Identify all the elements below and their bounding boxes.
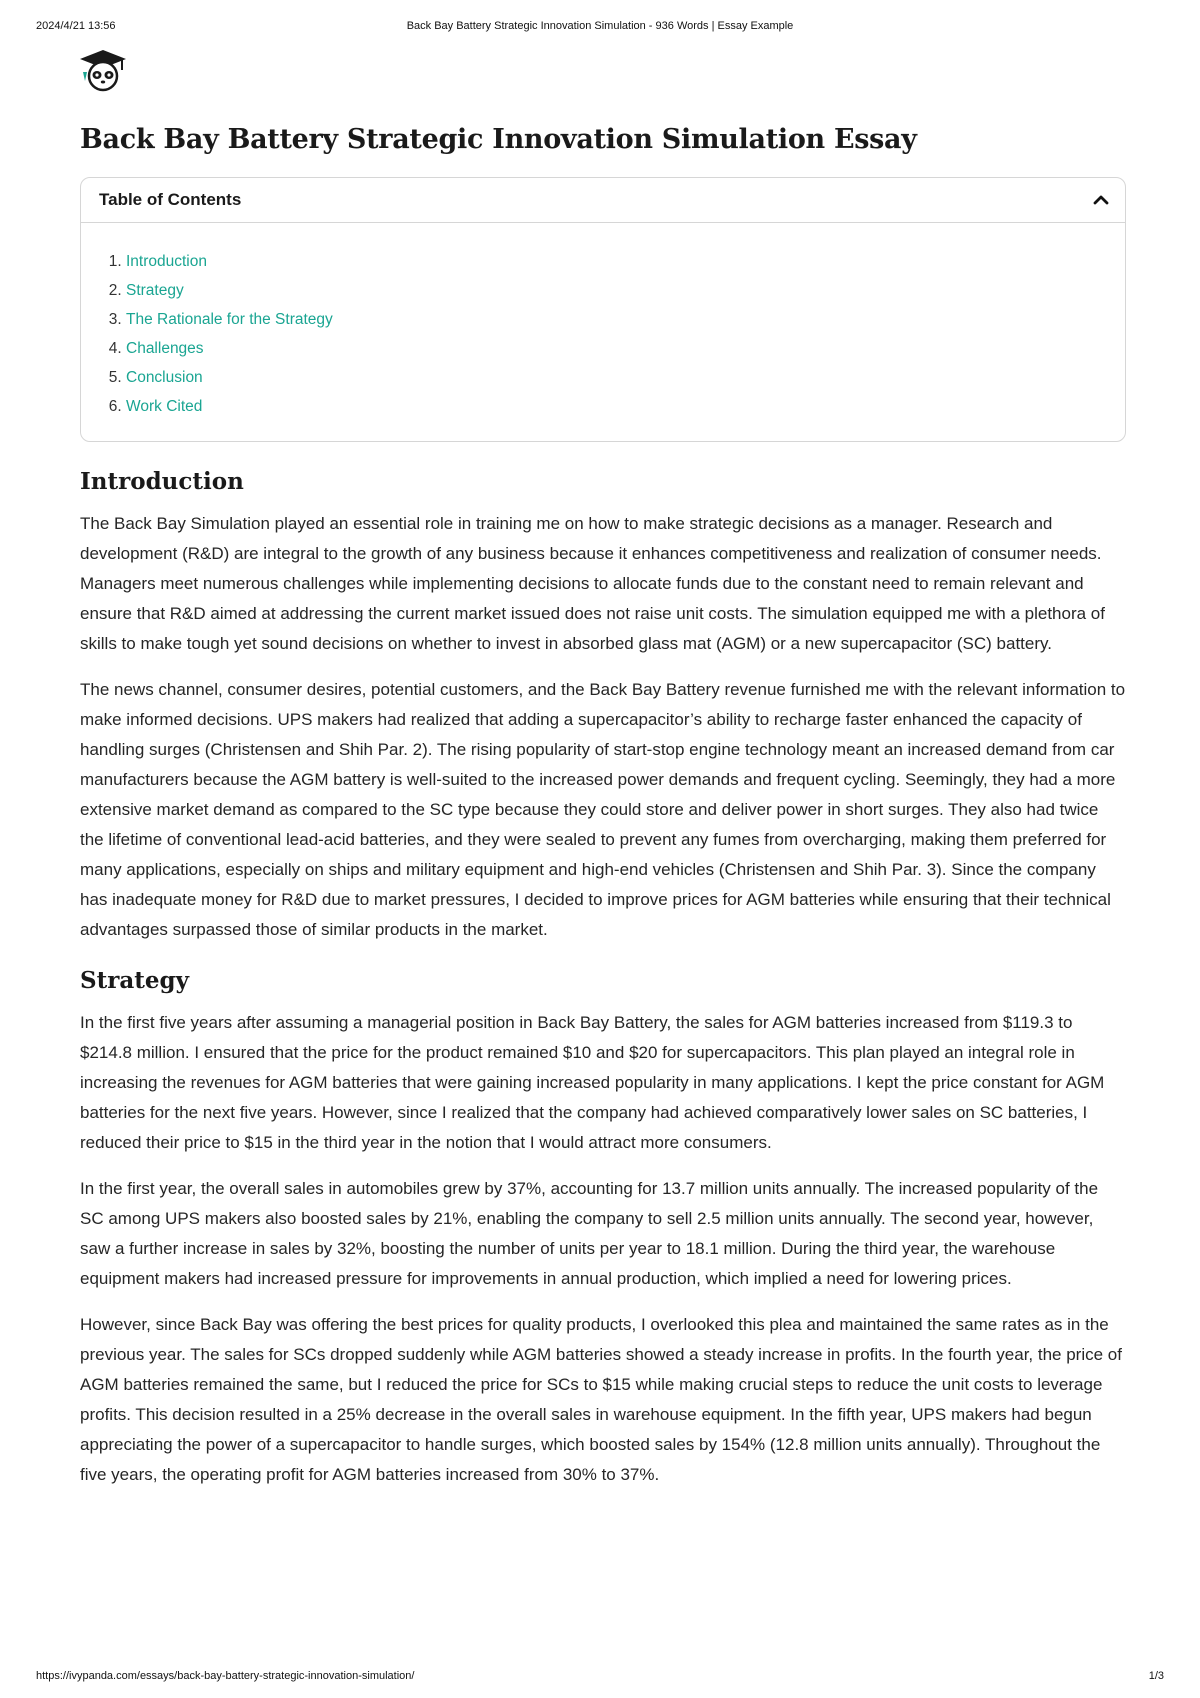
toc-item [126, 305, 1125, 334]
section-heading: Strategy [80, 967, 189, 994]
page-number: 1/3 [1148, 1670, 1164, 1682]
graduation-cap-panda-icon[interactable] [78, 48, 128, 92]
toc-header[interactable] [81, 178, 1125, 223]
toc-link-conclusion[interactable]: Conclusion [126, 369, 203, 386]
paragraph: However, since Back Bay was offering the best prices for quality products, I overlooked this plea and maintained the same rates as in the previous year. The sales for SCs dropped suddenly while AGM batteries showed a steady increase in profits. In the fourth year, the price of AGM batteries remained the same, but I reduced the price for SCs to $15 while making crucial steps to reduce the unit costs to leverage profits. This decision resulted in a 25% decrease in the overall sales in warehouse equipment. In the fifth year, UPS makers had begun appreciating the power of a supercapacitor to handle surges, which boosted sales by 154% (12.8 million units annually). Throughout the five years, the operating profit for AGM batteries increased from 30% to 37%. [80, 1315, 1122, 1484]
print-footer [36, 1670, 1164, 1686]
article-title: Back Bay Battery Strategic Innovation Simulation Essay [80, 124, 917, 155]
print-page-title: Back Bay Battery Strategic Innovation Simulation - 936 Words | Essay Example [406, 20, 794, 32]
paragraph: In the first year, the overall sales in automobiles grew by 37%, accounting for 13.7 million units annually. The increased popularity of the SC among UPS makers also boosted sales by 21%, enabling the company to sell 2.5 million units annually. The second year, however, saw a further increase in sales by 32%, boosting the number of units per year to 18.1 million. During the third year, the warehouse equipment makers had increased pressure for improvements in annual production, which implied a need for lowering prices. [80, 1179, 1099, 1288]
toc-list [81, 223, 1125, 441]
section-introduction [80, 468, 1126, 945]
table-of-contents [80, 177, 1126, 442]
toc-item [126, 247, 1125, 276]
print-header [36, 20, 1164, 36]
toc-link-strategy[interactable]: Strategy [126, 282, 184, 299]
paragraph: In the first five years after assuming a managerial position in Back Bay Battery, the sales for AGM batteries increased from $119.3 to $214.8 million. I ensured that the price for the product remained $10 and $20 for supercapacitors. This plan played an integral role in increasing the revenues for AGM batteries that were gaining increased popularity in many applications. I kept the price constant for AGM batteries for the next five years. However, since I realized that the company had achieved comparatively lower sales on SC batteries, I reduced their price to $15 in the third year in the notion that I would attract more consumers. [80, 1013, 1105, 1152]
print-datetime: 2024/4/21 13:56 [36, 20, 116, 32]
paragraph: The Back Bay Simulation played an essential role in training me on how to make strategic decisions as a manager. Research and development (R&D) are integral to the growth of any business because it enhances competitiveness and realization of consumer needs. Managers meet numerous challenges while implementing decisions to allocate funds due to the constant need to remain relevant and ensure that R&D aimed at addressing the current market issued does not raise unit costs. The simulation equipped me with a plethora of skills to make tough yet sound decisions on whether to invest in absorbed glass mat (AGM) or a new supercapacitor (SC) battery. [80, 514, 1105, 653]
toc-link-challenges[interactable]: Challenges [126, 340, 204, 357]
toc-link-rationale[interactable]: The Rationale for the Strategy [126, 311, 333, 328]
article [80, 124, 1126, 1512]
page-url: https://ivypanda.com/essays/back-bay-battery-strategic-innovation-simulation/ [36, 1670, 415, 1682]
toc-item [126, 334, 1125, 363]
toc-title: Table of Contents [99, 190, 242, 209]
toc-link-work-cited[interactable]: Work Cited [126, 398, 203, 415]
toc-item [126, 276, 1125, 305]
section-heading: Introduction [80, 468, 244, 495]
chevron-up-icon[interactable] [1091, 190, 1111, 210]
toc-item [126, 363, 1125, 392]
toc-item [126, 392, 1125, 421]
toc-link-introduction[interactable]: Introduction [126, 253, 207, 270]
paragraph: The news channel, consumer desires, potential customers, and the Back Bay Battery revenue furnished me with the relevant information to make informed decisions. UPS makers had realized that adding a supercapacitor’s ability to recharge faster enhanced the capacity of handling surges (Christensen and Shih Par. 2). The rising popularity of start-stop engine technology meant an increased demand from car manufacturers because the AGM battery is well-suited to the increased power demands and frequent cycling. Seemingly, they had a more extensive market demand as compared to the SC type because they could store and deliver power in short surges. They also had twice the lifetime of conventional lead-acid batteries, and they were sealed to prevent any fumes from overcharging, making them preferred for many applications, especially on ships and military equipment and high-end vehicles (Christensen and Shih Par. 3). Since the company has inadequate money for R&D due to market pressures, I decided to improve prices for AGM batteries while ensuring that their technical advantages surpassed those of similar products in the market. [80, 680, 1126, 939]
section-strategy [80, 967, 1126, 1490]
